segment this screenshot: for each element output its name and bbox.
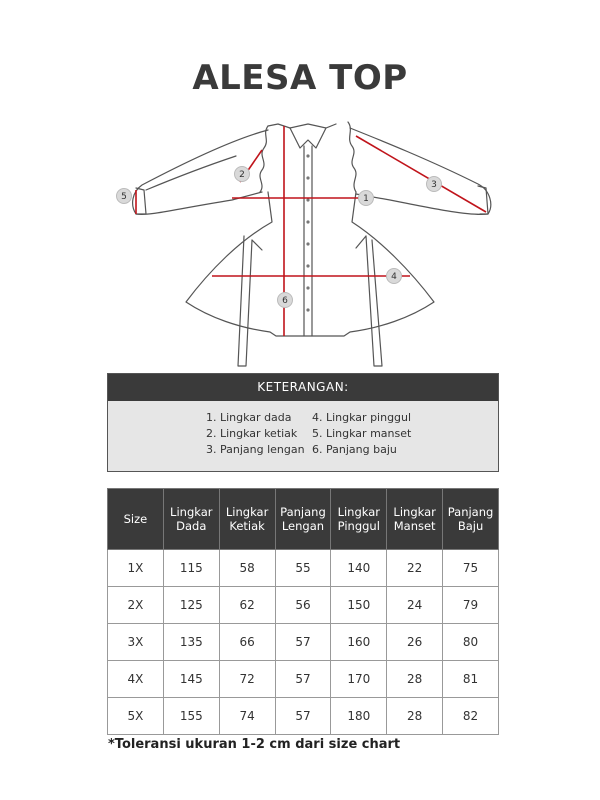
table-cell: 82 (443, 698, 499, 735)
svg-text:3: 3 (431, 180, 437, 190)
table-row (108, 550, 499, 587)
cell-size: 1X (108, 550, 164, 587)
header-panjang-lengan: Panjang Lengan (275, 489, 331, 550)
table-cell: 115 (163, 550, 219, 587)
table-cell: 56 (275, 587, 331, 624)
header-lingkar-manset: Lingkar Manset (387, 489, 443, 550)
marker-2-icon (235, 167, 250, 182)
table-row (108, 624, 499, 661)
marker-5-icon (117, 189, 132, 204)
table-cell: 140 (331, 550, 387, 587)
legend-panel (107, 373, 499, 472)
legend-column-right (312, 410, 411, 458)
table-cell: 79 (443, 587, 499, 624)
cell-size: 5X (108, 698, 164, 735)
table-cell: 155 (163, 698, 219, 735)
table-cell: 55 (275, 550, 331, 587)
cell-size: 4X (108, 661, 164, 698)
marker-6-icon (278, 293, 293, 308)
page-title: ALESA TOP (192, 58, 408, 98)
table-cell: 62 (219, 587, 275, 624)
table-cell: 81 (443, 661, 499, 698)
table-cell: 135 (163, 624, 219, 661)
legend-header: KETERANGAN: (108, 374, 498, 401)
table-row (108, 587, 499, 624)
table-cell: 66 (219, 624, 275, 661)
header-lingkar-ketiak: Lingkar Ketiak (219, 489, 275, 550)
tolerance-note: *Toleransi ukuran 1-2 cm dari size chart (108, 737, 401, 752)
table-row (108, 698, 499, 735)
header-size: Size (108, 489, 164, 550)
table-cell: 58 (219, 550, 275, 587)
garment-diagram (100, 110, 510, 372)
legend-item: 6. Panjang baju (312, 443, 397, 456)
svg-text:2: 2 (239, 170, 245, 180)
table-cell: 24 (387, 587, 443, 624)
header-lingkar-pinggul: Lingkar Pinggul (331, 489, 387, 550)
marker-4-icon (387, 269, 402, 284)
header-lingkar-dada: Lingkar Dada (163, 489, 219, 550)
table-row (108, 661, 499, 698)
table-cell: 160 (331, 624, 387, 661)
size-chart-table (107, 488, 499, 735)
table-header-row (108, 489, 499, 550)
table-cell: 72 (219, 661, 275, 698)
legend-item: 3. Panjang lengan (206, 443, 305, 456)
table-cell: 28 (387, 698, 443, 735)
header-panjang-baju: Panjang Baju (443, 489, 499, 550)
legend-item: 1. Lingkar dada (206, 411, 292, 424)
table-cell: 57 (275, 624, 331, 661)
svg-text:6: 6 (282, 296, 288, 306)
table-cell: 80 (443, 624, 499, 661)
table-cell: 28 (387, 661, 443, 698)
table-cell: 150 (331, 587, 387, 624)
legend-item: 2. Lingkar ketiak (206, 427, 298, 440)
legend-item: 5. Lingkar manset (312, 427, 412, 440)
table-cell: 125 (163, 587, 219, 624)
legend-column-left (206, 410, 305, 458)
legend-item: 4. Lingkar pinggul (312, 411, 412, 424)
table-cell: 75 (443, 550, 499, 587)
marker-1-icon (359, 191, 374, 206)
svg-text:1: 1 (363, 194, 369, 204)
table-cell: 74 (219, 698, 275, 735)
table-cell: 22 (387, 550, 443, 587)
cell-size: 3X (108, 624, 164, 661)
table-cell: 170 (331, 661, 387, 698)
cell-size: 2X (108, 587, 164, 624)
svg-text:5: 5 (121, 192, 127, 202)
table-cell: 57 (275, 698, 331, 735)
table-cell: 145 (163, 661, 219, 698)
marker-3-icon (427, 177, 442, 192)
table-cell: 180 (331, 698, 387, 735)
svg-text:4: 4 (391, 272, 397, 282)
table-cell: 57 (275, 661, 331, 698)
table-cell: 26 (387, 624, 443, 661)
